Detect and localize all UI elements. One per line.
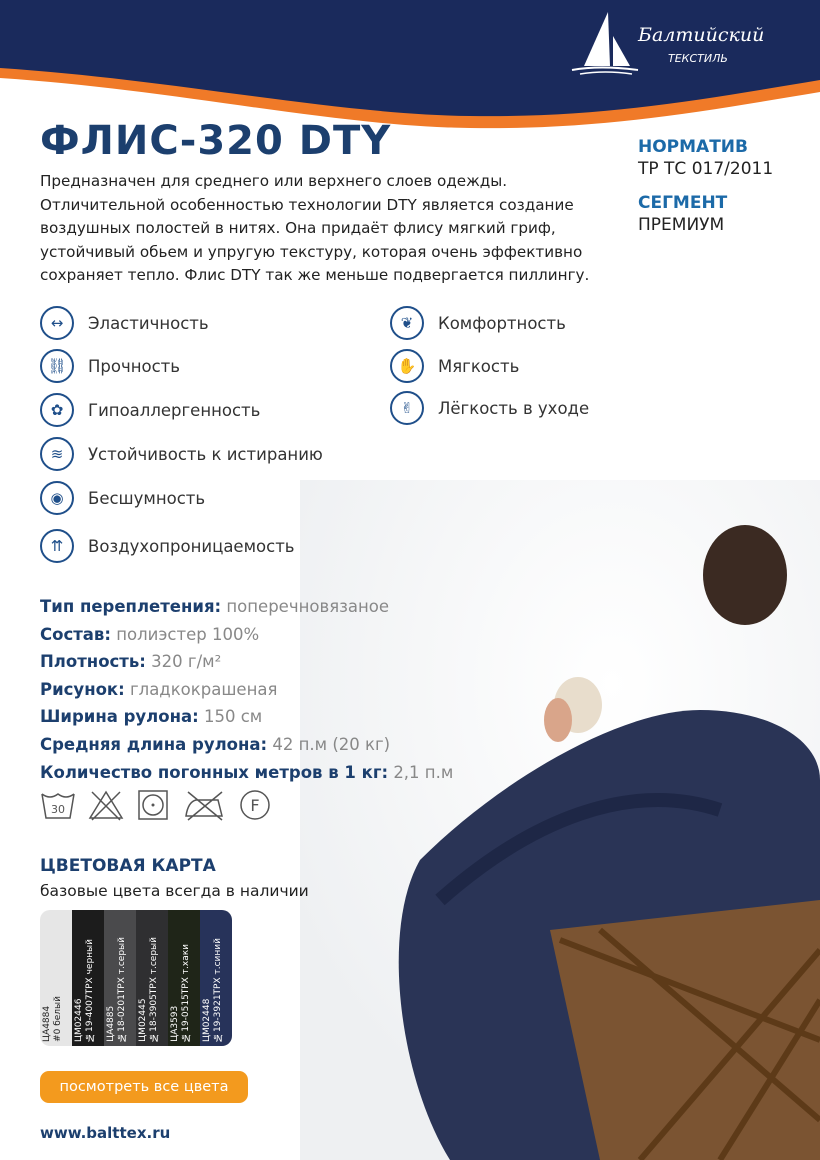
- no-bleach-icon: [88, 788, 124, 822]
- sailboat-icon: [570, 10, 640, 80]
- color-swatch: [72, 910, 104, 1046]
- feature-strength: ⛓ Прочность: [40, 349, 180, 383]
- feature-abrasion: ≋ Устойчивость к истиранию: [40, 437, 323, 471]
- hypoallergenic-icon: ✿: [40, 393, 74, 427]
- spec-row: Средняя длина рулона: 42 п.м (20 кг): [40, 734, 391, 754]
- spec-row: Количество погонных метров в 1 кг: 2,1 п.м: [40, 762, 454, 782]
- fibers-icon: ≋: [40, 437, 74, 471]
- spec-row: Ширина рулона: 150 см: [40, 707, 263, 727]
- woman-in-chair-photo: [300, 480, 820, 1160]
- feature-elasticity: ↔ Эластичность: [40, 306, 209, 340]
- product-title: ФЛИС-320 DTY: [40, 118, 392, 164]
- no-iron-icon: [182, 788, 226, 822]
- swatch-label: ЦМ02446 №19-4007TPX черный: [74, 939, 95, 1042]
- color-swatch: [200, 910, 232, 1046]
- swatch-label: ЦА4885 №18-0201TPX т.серый: [106, 937, 127, 1042]
- feature-softness: ✋ Мягкость: [390, 349, 519, 383]
- svg-text:30: 30: [51, 803, 65, 816]
- color-swatches: [40, 910, 232, 1046]
- product-description: Предназначен для среднего или верхнего слоев одежды. Отличительной особенностью технологии DTY является создание воздушных полостей в нитях. Она придаёт флису мягкий гриф, устойчивый обьем и упругую текстуру, которая очень эффективно сохраняет тепло. Флис DTY так же меньше подвергается пиллингу.: [40, 172, 590, 284]
- easy-care-icon: ✌: [390, 391, 424, 425]
- spec-row: Рисунок: гладкокрашеная: [40, 679, 278, 699]
- care-symbols: [40, 788, 272, 822]
- color-map-subtitle: базовые цвета всегда в наличии: [40, 882, 309, 900]
- brand-logo: Балтийский ТЕКСТИЛЬ: [570, 10, 770, 80]
- swatch-label: ЦА3593 №19-0515TPX т.хаки: [170, 944, 191, 1042]
- color-map-title: ЦВЕТОВАЯ КАРТА: [40, 856, 216, 876]
- swatch-label: ЦМ02448 №19-3921TPX т.синий: [202, 937, 223, 1042]
- feature-comfort: ❦ Комфортность: [390, 306, 566, 340]
- spec-row: Плотность: 320 г/м²: [40, 652, 222, 672]
- color-swatch: [40, 910, 72, 1046]
- sound-icon: ◉: [40, 481, 74, 515]
- feature-breathability: ⇈ Воздухопроницаемость: [40, 529, 295, 563]
- feature-easy-care: ✌ Лёгкость в уходе: [390, 391, 589, 425]
- tumble-dry-icon: [136, 788, 170, 822]
- wash-30-icon: [40, 788, 76, 822]
- color-swatch: [136, 910, 168, 1046]
- color-swatch: [104, 910, 136, 1046]
- dryclean-f-icon: [238, 788, 272, 822]
- spec-row: Состав: полиэстер 100%: [40, 624, 260, 644]
- view-all-colors-button[interactable]: посмотреть все цвета: [40, 1071, 248, 1103]
- feature-noiseless: ◉ Бесшумность: [40, 481, 205, 515]
- spec-row: Тип переплетения: поперечновязаное: [40, 597, 390, 616]
- feature-hypoallergenic: ✿ Гипоаллергенность: [40, 393, 260, 427]
- hand-icon: ✋: [390, 349, 424, 383]
- air-icon: ⇈: [40, 529, 74, 563]
- stretch-icon: ↔: [40, 306, 74, 340]
- specs-list: [40, 593, 453, 786]
- swatch-label: ЦА4884 #0 белый: [42, 996, 63, 1042]
- website-link[interactable]: www.balttex.ru: [40, 1124, 171, 1142]
- swatch-label: ЦМ02445 №18-3905TPX т.серый: [138, 937, 159, 1042]
- comfort-icon: ❦: [390, 306, 424, 340]
- svg-text:F: F: [250, 796, 260, 815]
- chain-icon: ⛓: [40, 349, 74, 383]
- norm-block: НОРМАТИВ ТР ТС 017/2011 СЕГМЕНТ ПРЕМИУМ: [638, 137, 774, 235]
- color-swatch: [168, 910, 200, 1046]
